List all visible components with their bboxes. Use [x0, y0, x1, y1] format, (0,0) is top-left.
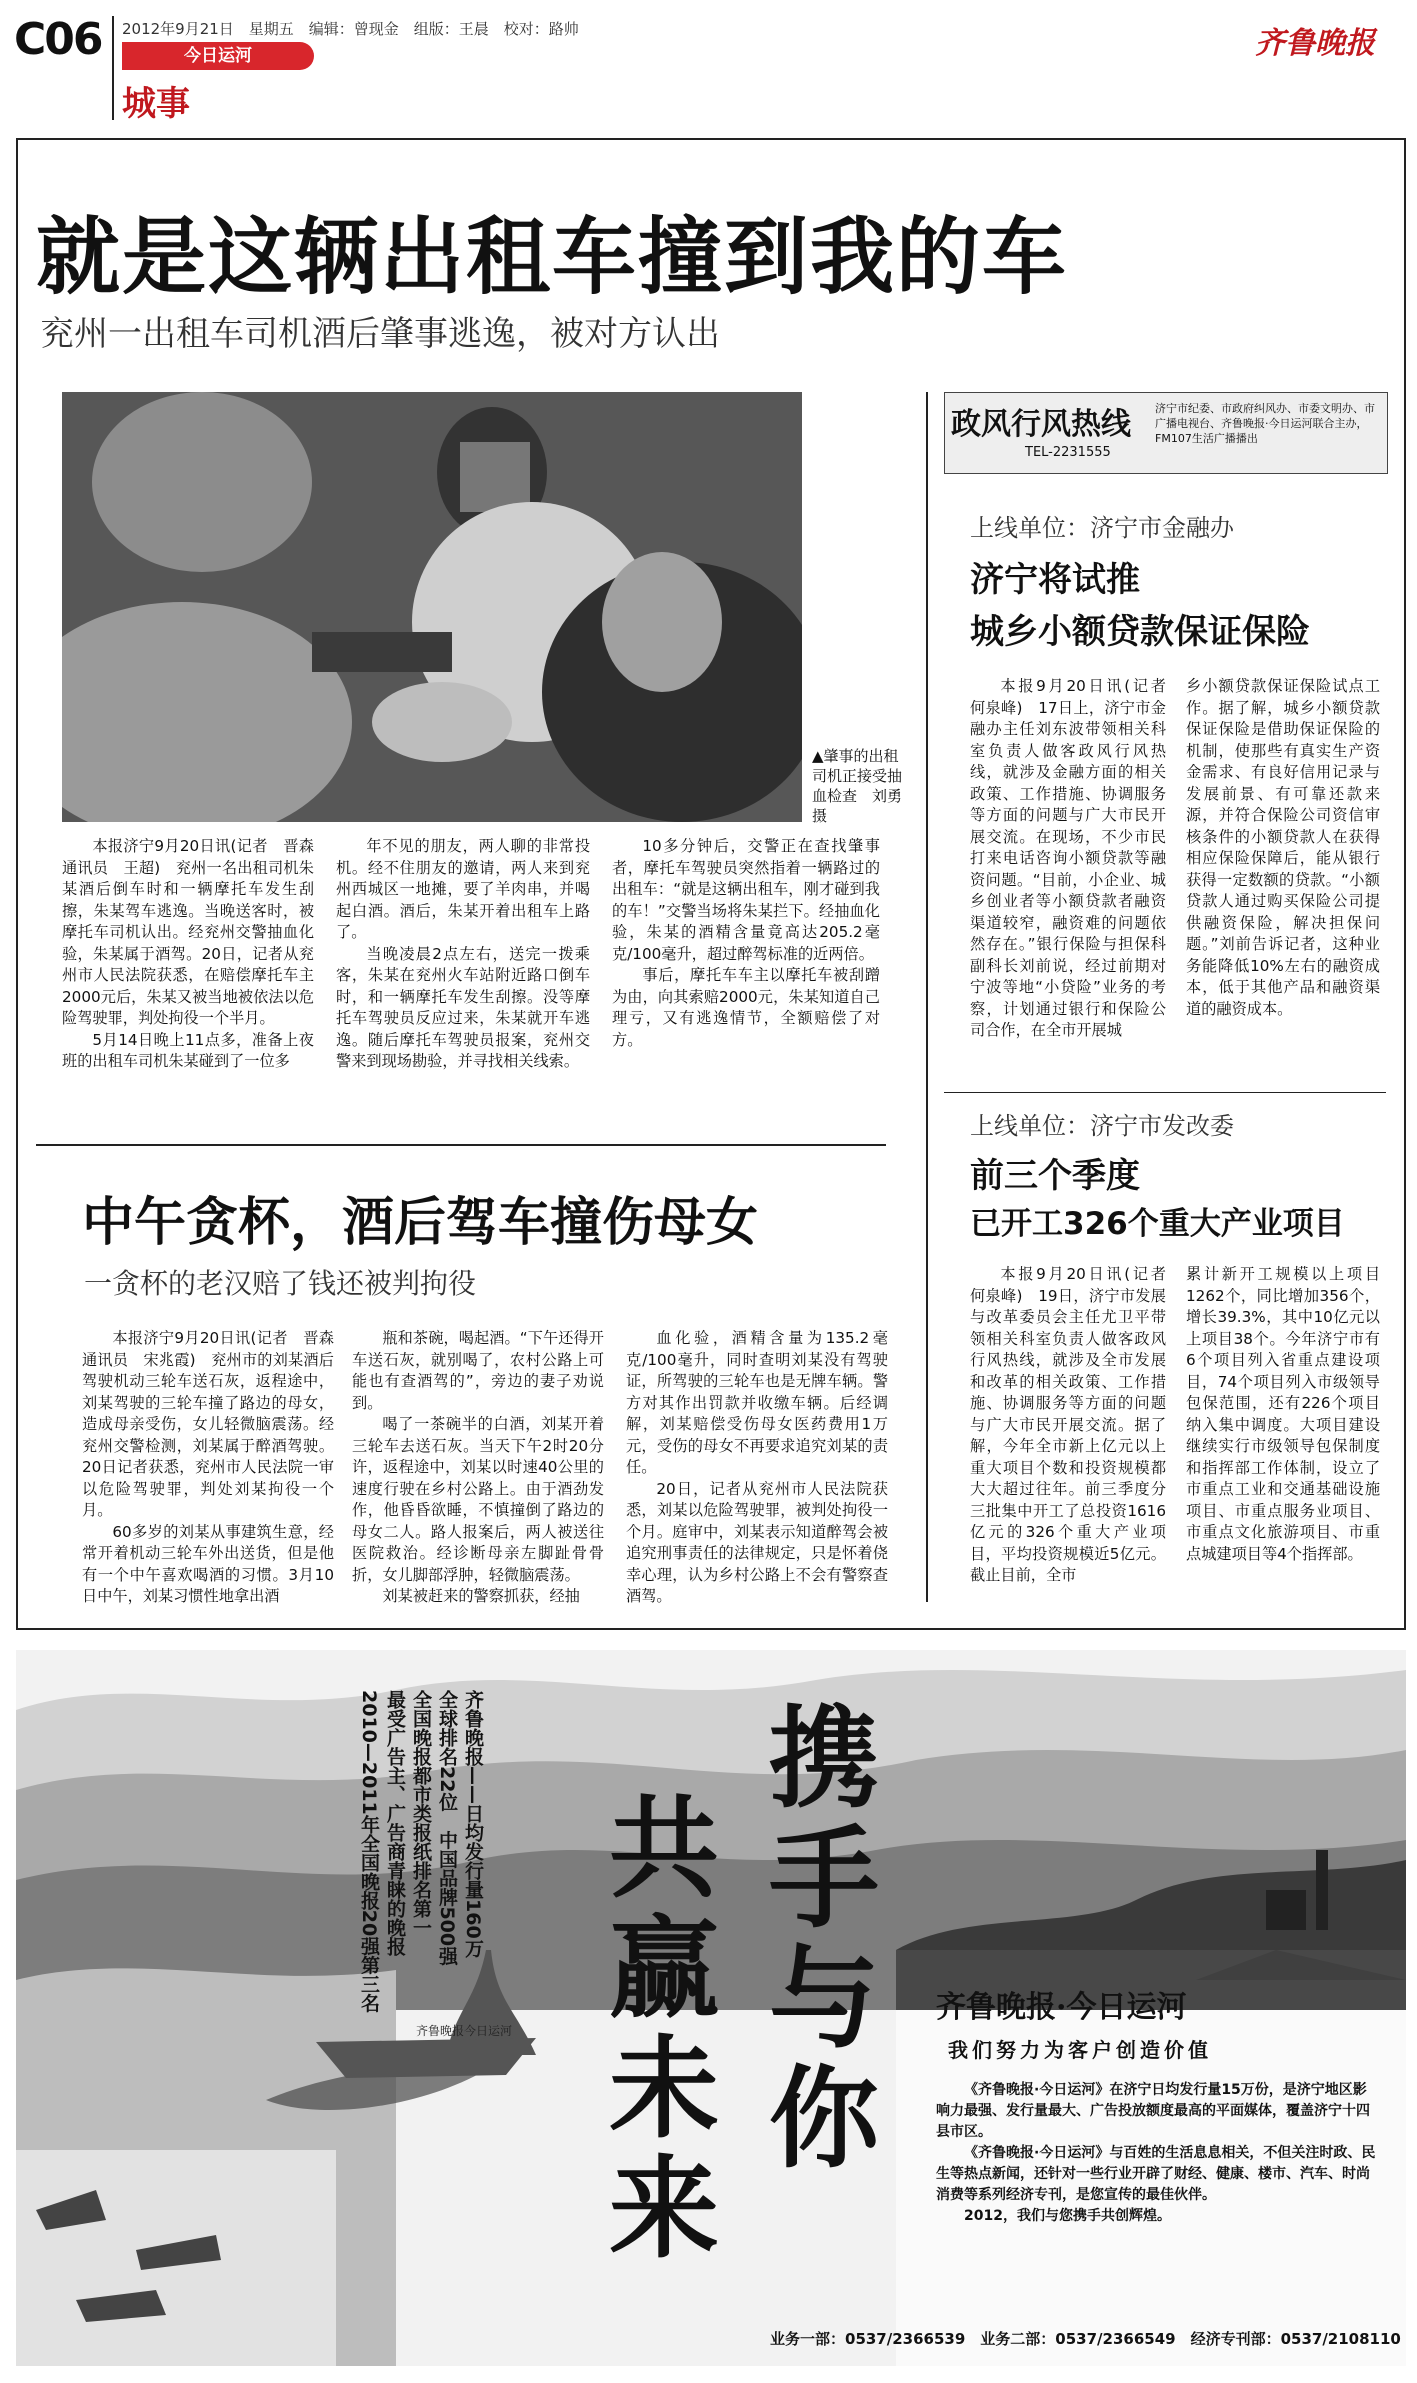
sidebar-unit-1: 上线单位：济宁市金融办	[970, 514, 1234, 542]
sidebar-item2-col1: 本报9月20日讯(记者 何泉峰) 19日，济宁市发展与改革委员会主任尤卫平带领相关科室负责人做客政风行风热线，就涉及全市发展和改革的相关政策、工作措施、协调服务等方面的问题与广大市民开展交流。据了解，今年全市新上亿元以上重大项目个数和投资规模都大大超过往年。前三季度分三批集中开工了总投资1616亿元的326个重大产业项目，平均投资规模近5亿元。截止目前，全市	[970, 1265, 1182, 1584]
sidebar-title-2a: 前三个季度	[970, 1156, 1140, 1196]
ad-vertical-line: 全国晚报都市类报纸排名第一	[410, 1690, 432, 1937]
story1-column-2	[336, 836, 590, 1073]
paragraph: 瓶和茶碗，喝起酒。“下午还得开车送石灰，就别喝了，农村公路上可能也有查酒驾的”，旁边的妻子劝说到。	[352, 1329, 604, 1412]
story2-column-2	[352, 1328, 604, 1608]
ad-vertical-text	[356, 1690, 486, 2020]
page-number: C06	[14, 14, 102, 65]
sidebar-item1-col1: 本报9月20日讯(记者 何泉峰) 17日上，济宁市金融办主任刘东波带领相关科室负责人做客政风行风热线，就涉及金融方面的相关政策、工作措施、协调服务等方面的问题与广大市民开展交流。在现场，不少市民打来电话咨询小额贷款等融资问题。“目前，小企业、城乡创业者等小额贷款者融资渠道较窄，融资难的问题依然存在。”银行保险与担保科副科长刘前说，经过前期对宁波等地“小贷险”业务的考察，计划通过银行和保险公司合作，在全市开展城	[970, 677, 1182, 1039]
story2-headline: 中午贪杯，酒后驾车撞伤母女	[82, 1193, 759, 1253]
ad-body	[936, 2080, 1376, 2227]
story1-headline: 就是这辆出租车撞到我的车	[36, 208, 1069, 306]
sidebar-separator	[944, 1092, 1386, 1093]
sidebar-title-2b: 已开工326个重大产业项目	[970, 1206, 1345, 1242]
banner-tel: TEL-2231555	[1025, 445, 1111, 460]
paragraph: 当晚凌晨2点左右，送完一拨乘客，朱某在兖州火车站附近路口倒车时，和一辆摩托车发生刮擦。没等摩托车驾驶员反应过来，朱某就开车逃逸。随后摩托车驾驶员报案，兖州交警来到现场勘验，并寻找相关线索。	[336, 944, 590, 1070]
news-photo	[62, 392, 802, 822]
photo-caption: ▲肇事的出租司机正接受抽血检查 刘勇 摄	[812, 747, 918, 825]
ad-boat-text: 齐鲁晚报今日运河	[416, 2024, 513, 2038]
ad-contact-footer: 业务一部：0537/2366539 业务二部：0537/2366549 经济专刊部：0537/2108110	[770, 2330, 1401, 2348]
story2-subhead: 一贪杯的老汉赔了钱还被判拘役	[84, 1267, 477, 1300]
story-divider	[36, 1144, 886, 1146]
paragraph: 5月14日晚上11点多，准备上夜班的出租车司机朱某碰到了一位多	[62, 1030, 314, 1070]
sidebar-divider	[926, 392, 928, 1602]
sidebar-title-1b: 城乡小额贷款保证保险	[970, 612, 1310, 652]
ad-vertical-line: 齐鲁晚报——日均发行量160万	[462, 1690, 484, 1958]
paragraph: 60多岁的刘某从事建筑生意，经常开着机动三轮车外出送货，但是他有一个中午喜欢喝酒的习惯。3月10日中午，刘某习惯性地拿出酒	[82, 1522, 334, 1605]
paragraph: 事后，摩托车车主以摩托车被刮蹭为由，向其索赔2000元，朱某知道自己理亏，又有逃逸情节，全额赔偿了对方。	[612, 966, 880, 1049]
story2-column-1	[82, 1328, 350, 1608]
ad-paragraph: 《齐鲁晚报·今日运河》在济宁日均发行量15万份，是济宁地区影响力最强、发行量最大、广告投放额度最高的平面媒体，覆盖济宁十四县市区。	[936, 2082, 1370, 2140]
sidebar-item2-col2: 累计新开工规模以上项目1262个，同比增加356个，增长39.3%，其中10亿元以上项目38个。今年济宁市有6个项目列入省重点建设项目，74个项目列入市级领导包保范围，还有226个项目纳入集中调度。大项目建设继续实行市级领导包保制度和指挥部工作体制，设立了市重点工业和交通基础设施项目、市重点服务业项目、市重点文化旅游项目、市重点城建项目等4个指挥部。	[1186, 1265, 1380, 1563]
story2-column-3	[626, 1328, 888, 1608]
story1-column-1	[62, 836, 330, 1073]
paragraph: 10多分钟后，交警正在查找肇事者，摩托车驾驶员突然指着一辆路过的出租车：“就是这辆出租车，刚才碰到我的车！”交警当场将朱某拦下。经抽血化验，朱某的酒精含量竟高达205.2毫克/100毫升，超过醉驾标准的近两倍。	[612, 837, 880, 963]
section-title: 城事	[122, 84, 190, 124]
sidebar-item1-col2: 乡小额贷款保证保险试点工作。据了解，城乡小额贷款保证保险是借助保证保险的机制，使那些有真实生产资金需求、有良好信用记录与发展前景、有可靠还款来源，并符合保险公司资信审核条件的小额贷款人在获得相应保险保障后，能从银行获得一定数额的贷款。“小额贷款人通过购买保险公司提供融资保险，解决担保问题。”刘前告诉记者，这种业务能降低10%左右的融资成本，低于其他产品和融资渠道的融资成本。	[1186, 677, 1380, 1018]
advertisement	[16, 1650, 1406, 2366]
banner-info: 济宁市纪委、市政府纠风办、市委文明办、市广播电视台、齐鲁晚报·今日运河联合主办，FM107生活广播播出	[1155, 402, 1375, 445]
ad-paragraph: 2012，我们与您携手共创辉煌。	[964, 2208, 1171, 2224]
ad-vertical-line: 最受广告主、广告商青睐的晚报	[384, 1690, 406, 1956]
sidebar-unit-2: 上线单位：济宁市发改委	[970, 1112, 1234, 1140]
ad-paragraph: 《齐鲁晚报·今日运河》与百姓的生活息息相关，不但关注时政、民生等热点新闻，还针对一些行业开辟了财经、健康、楼市、汽车、时尚消费等系列经济专刊，是您宣传的最佳伙伴。	[936, 2145, 1376, 2203]
ad-vertical-line: 全球排名22位 中国品牌500强	[436, 1690, 458, 1966]
ad-slogan-1: 携手与你	[751, 1700, 880, 2180]
header-divider	[112, 16, 114, 120]
section-band: 今日运河	[122, 42, 314, 70]
paragraph: 20日，记者从兖州市人民法院获悉，刘某以危险驾驶罪，被判处拘役一个月。庭审中，刘某表示知道醉驾会被追究刑事责任的法律规定，只是怀着侥幸心理，认为乡村公路上不会有警察查酒驾。	[626, 1479, 888, 1605]
ad-tagline: 我们努力为客户创造价值	[948, 2038, 1212, 2062]
issue-meta: 2012年9月21日 星期五 编辑：曾现金 组版：王晨 校对：路帅	[122, 20, 579, 38]
ad-vertical-line: 2010—2011年全国晚报20强第三名	[358, 1690, 380, 2013]
paragraph: 刘某被赶来的警察抓获，经抽	[382, 1587, 580, 1605]
story1-column-3	[612, 836, 880, 1051]
paragraph: 喝了一茶碗半的白酒，刘某开着三轮车去送石灰。当天下午2时20分许，返程途中，刘某以时速40公里的速度行驶在乡村公路上。由于酒劲发作，他昏昏欲睡，不慎撞倒了路边的母女二人。路人报案后，两人被送往医院救治。经诊断母亲左脚趾骨骨折，女儿脚部浮肿，轻微脑震荡。	[352, 1415, 604, 1584]
story1-subhead: 兖州一出租车司机酒后肇事逃逸，被对方认出	[40, 314, 720, 354]
photo-illustration	[62, 392, 802, 822]
newspaper-logo: 齐鲁晚报	[1255, 26, 1375, 61]
ad-slogan-2: 共赢未来	[591, 1790, 720, 2270]
sidebar-title-1a: 济宁将试推	[970, 560, 1140, 600]
paragraph: 血化验，酒精含量为135.2毫克/100毫升，同时查明刘某没有驾驶证，所驾驶的三轮车也是无牌车辆。警方对其作出罚款并收缴车辆。后经调解，刘某赔偿受伤母女医药费用1万元，受伤的母女不再要求追究刘某的责任。	[626, 1329, 888, 1476]
sidebar-banner	[944, 392, 1388, 474]
ad-brand: 齐鲁晚报·今日运河	[936, 1990, 1187, 2025]
paragraph: 本报济宁9月20日讯(记者 晋森 通讯员 宋兆霞) 兖州市的刘某酒后驾驶机动三轮车送石灰，返程途中，刘某驾驶的三轮车撞了路边的母女，造成母亲受伤，女儿轻微脑震荡。经兖州交警检测，刘某属于醉酒驾驶。20日记者获悉，兖州市人民法院一审以危险驾驶罪，判处刘某拘役一个月。	[82, 1329, 350, 1519]
paragraph: 年不见的朋友，两人聊的非常投机。经不住朋友的邀请，两人来到兖州西城区一地摊，要了羊肉串，并喝起白酒。酒后，朱某开着出租车上路了。	[336, 837, 590, 941]
paragraph: 本报济宁9月20日讯(记者 晋森 通讯员 王超) 兖州一名出租司机朱某酒后倒车时和一辆摩托车发生刮擦，朱某驾车逃逸。当晚送客时，被摩托车司机认出。经兖州交警抽血化验，朱某属于酒驾。20日，记者从兖州市人民法院获悉，在赔偿摩托车主2000元后，朱某又被当地被依法以危险驾驶罪，判处拘役一个半月。	[62, 837, 330, 1027]
banner-title: 政风行风热线	[951, 407, 1131, 442]
